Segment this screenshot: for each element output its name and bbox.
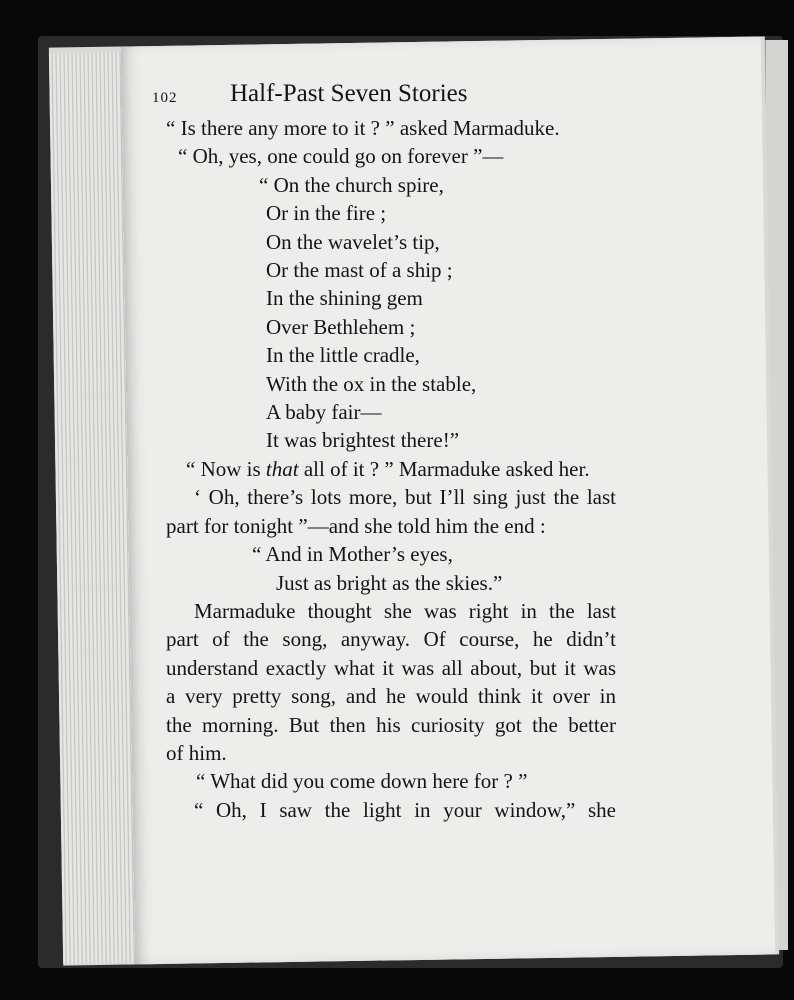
text-line: the morning. But then his curiosity got the better [166, 712, 616, 737]
page-text [152, 80, 616, 824]
running-title: Half-Past Seven Stories [230, 80, 468, 107]
poem-line: Or in the fire ; [266, 201, 387, 226]
text-line: “ Oh, yes, one could go on forever ”— [178, 144, 504, 169]
text-line: part for tonight ”—and she told him the end : [166, 513, 546, 538]
text-line: ‘ Oh, there’s lots more, but I’ll sing just the last [194, 485, 616, 510]
text-line: Marmaduke thought she was right in the last [194, 598, 616, 623]
poem-line: “ And in Mother’s eyes, [252, 542, 453, 567]
text-line: understand exactly what it was all about, but it was [166, 655, 616, 680]
text-line: part of the song, anyway. Of course, he didn’t [166, 627, 616, 652]
poem-line: On the wavelet’s tip, [266, 229, 440, 254]
text-line: “ What did you come down here for ? ” [196, 769, 528, 794]
poem-line: In the shining gem [266, 286, 423, 311]
poem-stanza [166, 171, 616, 455]
poem-line: “ On the church spire, [259, 172, 444, 197]
emphasis-word: that [265, 456, 299, 481]
poem-line: In the little cradle, [266, 343, 420, 368]
text-line: “ Now is that all of it ? ” Marmaduke asked her. [186, 456, 590, 481]
poem-line: It was brightest there!” [266, 428, 460, 453]
poem-line: With the ox in the stable, [266, 371, 477, 396]
text-line: “ Is there any more to it ? ” asked Marmaduke. [166, 116, 560, 140]
poem-line: Over Bethlehem ; [266, 314, 416, 339]
page-number: 102 [152, 90, 178, 106]
text-line: of him. [166, 740, 227, 765]
text-line: a very pretty song, and he would think it over in [166, 684, 616, 709]
poem-line: Or the mast of a ship ; [266, 258, 453, 283]
poem-line: Just as bright as the skies.” [276, 570, 503, 595]
page-header [152, 80, 616, 114]
poem-line: A baby fair— [266, 400, 382, 425]
text-line: “ Oh, I saw the light in your window,” she [194, 797, 616, 822]
